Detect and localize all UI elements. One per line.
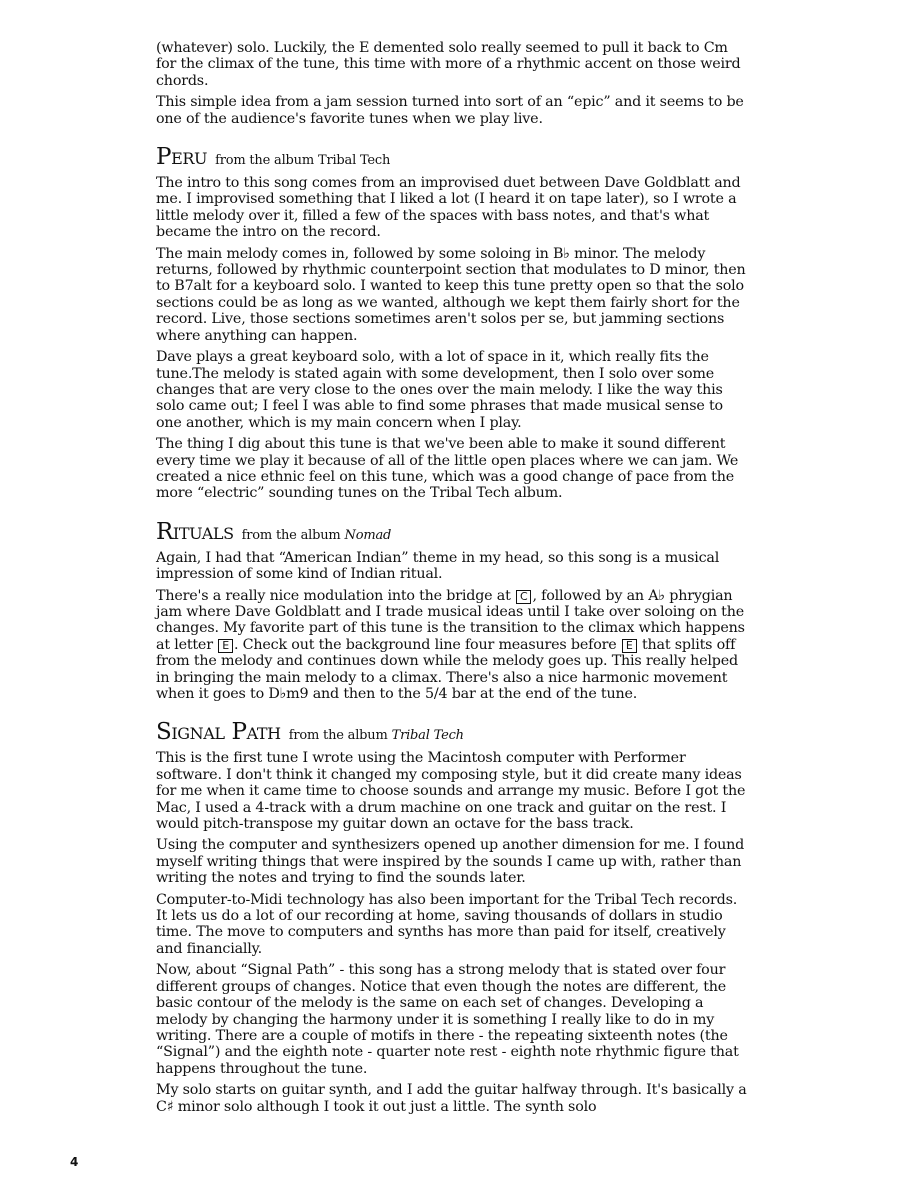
section-rituals	[156, 519, 752, 703]
album-name: Nomad	[344, 527, 392, 543]
page-content	[156, 40, 752, 1120]
paragraph: This simple idea from a jam session turned into sort of an “epic” and it seems to be one of the audience's favorite tunes when we play live.	[156, 94, 744, 127]
album-prefix: from the album	[288, 728, 388, 744]
section-heading	[156, 719, 752, 749]
paragraph: Dave plays a great keyboard solo, with a lot of space in it, which really fits the tune.The melody is stated again with some development, then I solo over some changes that are very close to the ones over the main melody. I like the way this solo came out; I feel I was able to find some phrases that made musical sense to one another, which is my main concern when I play.	[156, 349, 723, 431]
paragraph: (whatever) solo. Luckily, the E demented solo really seemed to pull it back to Cm for the climax of the tune, this time with more of a rhythmic accent on those weird chords.	[156, 40, 741, 89]
page-number: 4	[70, 1155, 79, 1169]
section-heading	[156, 144, 752, 174]
paragraph	[156, 588, 752, 703]
section-title: Rituals	[156, 518, 234, 545]
paragraph: Computer-to-Midi technology has also been important for the Tribal Tech records. It lets us do a lot of our recording at home, saving thousands of dollars in studio time. The move to computers and synths has more than paid for itself, creatively and financially.	[156, 891, 738, 957]
section-heading	[156, 519, 752, 549]
paragraph: Now, about “Signal Path” - this song has a strong melody that is stated over four different groups of changes. Notice that even though the notes are different, the basic contour of the melody is the same on each set of changes. Developing a melody by changing the harmony under it is something I really like to do in my writing. There are a couple of motifs in there - the repeating sixteenth notes (the “Signal”) and the eighth note - quarter note rest - eighth note rhythmic figure that happens throughout the tune.	[156, 962, 739, 1077]
rehearsal-letter-c: C	[516, 590, 531, 604]
section-title: Peru	[156, 144, 208, 171]
paragraph: The intro to this song comes from an improvised duet between Dave Goldblatt and me. I improvised something that I liked a lot (I heard it on tape later), so I wrote a little melody over it, filled a few of the spaces with bass notes, and that's what became the intro on the record.	[156, 175, 741, 241]
section-signal-path	[156, 719, 752, 1115]
rehearsal-letter-e: E	[218, 639, 233, 653]
text-run: that splits off from the melody and continues down while the melody goes up. This really helped in bringing the main melody to a climax. There's also a nice harmonic movement when it goes to D♭m9 and then to the 5/4 bar at the end of the tune.	[156, 636, 738, 702]
paragraph: The main melody comes in, followed by some soloing in B♭ minor. The melody returns, followed by rhythmic counterpoint section that modulates to D minor, then to B7alt for a keyboard solo. I wanted to keep this tune pretty open so that the solo sections could be as long as we wanted, although we kept them fairly short for the record. Live, those sections sometimes aren't solos per se, but jamming sections where anything can happen.	[156, 245, 746, 344]
paragraph: Again, I had that “American Indian” theme in my head, so this song is a musical impression of some kind of Indian ritual.	[156, 549, 720, 583]
album-prefix: from the album	[241, 527, 341, 543]
rehearsal-letter-e: E	[622, 639, 637, 653]
text-run: There's a really nice modulation into the bridge at	[156, 587, 511, 604]
text-run: . Check out the background line four measures before	[233, 636, 617, 653]
paragraph: The thing I dig about this tune is that we've been able to make it sound different every time we play it because of all of the little open places where we can jam. We created a nice ethnic feel on this tune, which was a good change of pace from the more “electric” sounding tunes on the Tribal Tech album.	[156, 436, 739, 502]
paragraph: This is the first tune I wrote using the Macintosh computer with Performer software. I don't think it changed my composing style, but it did create many ideas for me when it came time to choose sounds and arrange my music. Before I got the Mac, I used a 4-track with a drum machine on one track and guitar on the rest. I would pitch-transpose my guitar down an octave for the bass track.	[156, 750, 746, 833]
album-prefix: from the album	[215, 153, 314, 169]
paragraph: My solo starts on guitar synth, and I add the guitar halfway through. It's basically a C♯ minor solo although I took it out just a little. The synth solo	[156, 1082, 747, 1115]
album-name: Tribal Tech	[391, 728, 464, 744]
text-run: , followed by an A♭ phrygian jam where Dave Goldblatt and I trade musical ideas until I take over soloing on the changes. My favorite part of this tune is the transition to the climax which happens at letter	[156, 587, 745, 653]
section-peru	[156, 144, 752, 502]
album-name: Tribal Tech	[317, 153, 391, 169]
section-title: Signal Path	[156, 719, 281, 746]
paragraph: Using the computer and synthesizers opened up another dimension for me. I found myself writing things that were inspired by the sounds I came up with, rather than writing the notes and trying to find the sounds later.	[156, 837, 745, 887]
intro-section	[156, 40, 752, 127]
